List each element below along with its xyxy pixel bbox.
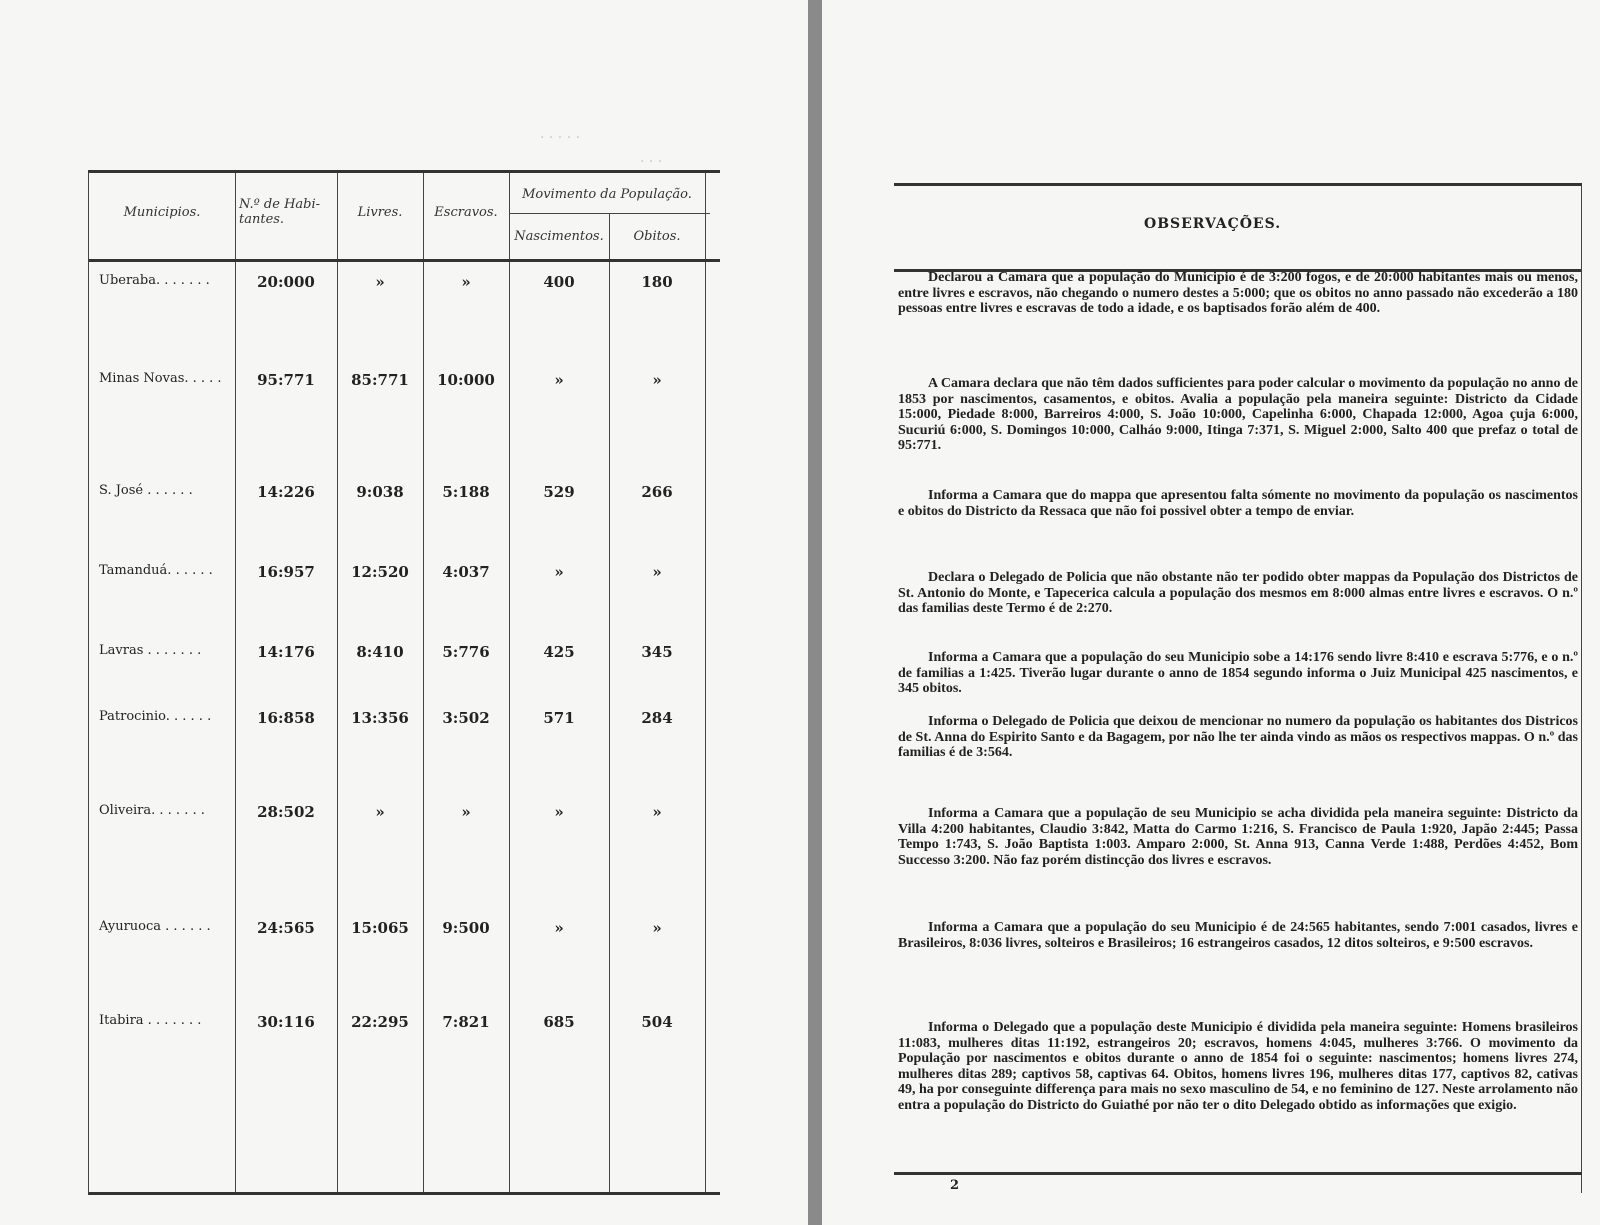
hab-cell: 95:771: [257, 371, 315, 389]
table-row: [89, 643, 720, 667]
obitos-cell: 266: [641, 483, 673, 501]
table-row: [89, 371, 720, 395]
livres-cell: 13:356: [351, 709, 409, 727]
table-row: [89, 273, 720, 297]
header-habitantes: N.º de Habi-tantes.: [239, 197, 321, 227]
escravos-cell: 3:502: [442, 709, 490, 727]
header-municipios: Municipios.: [123, 205, 201, 220]
nasc-cell: »: [554, 371, 564, 389]
obitos-cell: »: [652, 803, 662, 821]
livres-cell: 22:295: [351, 1013, 409, 1031]
livres-cell: 12:520: [351, 563, 409, 581]
table-row: [89, 1013, 720, 1037]
observation-paragraph: Informa o Delegado de Policia que deixou de mencionar no numero da população os habitantes dos Districos de St. Anna do Espirito Santo e da Bagagem, por não lhe ter ainda vindo as mãos os respectivos mappas. O n.º das familias é de 3:564.: [898, 714, 1578, 760]
hab-cell: 16:858: [257, 709, 315, 727]
obitos-cell: »: [652, 919, 662, 937]
header-movimento: Movimento da População.: [522, 187, 692, 202]
escravos-cell: »: [461, 273, 471, 291]
hab-cell: 30:116: [257, 1013, 315, 1031]
municipio-name: Uberaba. . . . . . .: [99, 273, 210, 288]
nasc-cell: 529: [543, 483, 575, 501]
escravos-cell: »: [461, 803, 471, 821]
livres-cell: 8:410: [356, 643, 404, 661]
table-row: [89, 919, 720, 943]
header-obitos: Obitos.: [633, 229, 681, 244]
right-page: [822, 0, 1600, 1225]
nasc-cell: 400: [543, 273, 575, 291]
population-table: [88, 170, 720, 1195]
observation-paragraph: Informa a Camara que do mappa que apresentou falta sómente no movimento da população os nascimentos e obitos do Districto da Ressaca que não foi possivel obter a tempo de enviar.: [898, 488, 1578, 519]
observations-title: OBSERVAÇÕES.: [1144, 216, 1282, 232]
livres-cell: »: [375, 273, 385, 291]
header-escravos: Escravos.: [434, 205, 498, 220]
livres-cell: 9:038: [356, 483, 404, 501]
municipio-name: Itabira . . . . . . .: [99, 1013, 202, 1028]
hab-cell: 24:565: [257, 919, 315, 937]
observation-paragraph: Informa a Camara que a população de seu Municipio se acha dividida pela maneira seguinte: Districto da Villa 4:200 habitantes, Claudio 3:842, Matta do Carmo 1:216, S. Francisco de Paula 1:920, Japão 2:445; Passa Tempo 1:743, S. João Baptista 1:003. Amparo 2:000, St. Anna 913, Canna Verde 1:488, Perdões 4:452, Bom Successo 3:200. Não faz porém distincção dos livres e escravos.: [898, 806, 1578, 868]
book-spine: [808, 0, 822, 1225]
nasc-cell: »: [554, 919, 564, 937]
observation-paragraph: Declara o Delegado de Policia que não obstante não ter podido obter mappas da População dos Districtos de St. Antonio do Monte, e Tapecerica calcula a população dos mesmos em 8:000 almas entre livres e escravos. O n.º das familias deste Termo é de 2:270.: [898, 570, 1578, 616]
escravos-cell: 9:500: [442, 919, 490, 937]
obitos-cell: »: [652, 371, 662, 389]
obitos-cell: 180: [641, 273, 673, 291]
municipio-name: Patrocinio. . . . . .: [99, 709, 212, 724]
municipio-name: S. José . . . . . .: [99, 483, 193, 498]
header-nascimentos: Nascimentos.: [514, 229, 604, 244]
escravos-cell: 7:821: [442, 1013, 490, 1031]
obitos-cell: 504: [641, 1013, 673, 1031]
hab-cell: 28:502: [257, 803, 315, 821]
hab-cell: 16:957: [257, 563, 315, 581]
escravos-cell: 5:188: [442, 483, 490, 501]
nasc-cell: »: [554, 803, 564, 821]
livres-cell: 85:771: [351, 371, 409, 389]
observation-paragraph: Informa a Camara que a população do seu Municipio sobe a 14:176 sendo livre 8:410 e escrava 5:776, e o n.º de familias a 1:425. Tiverão lugar durante o anno de 1854 segundo informa o Juiz Municipal 425 nascimentos, e 345 obitos.: [898, 650, 1578, 696]
obitos-cell: 284: [641, 709, 673, 727]
obitos-cell: 345: [641, 643, 673, 661]
municipio-name: Tamanduá. . . . . .: [99, 563, 213, 578]
observations-header: [894, 186, 1581, 272]
table-row: [89, 709, 720, 733]
livres-cell: »: [375, 803, 385, 821]
table-row: [89, 483, 720, 507]
municipio-name: Minas Novas. . . . .: [99, 371, 222, 386]
nasc-cell: 571: [543, 709, 575, 727]
nasc-cell: 425: [543, 643, 575, 661]
bleed-through-text: . . . . .: [540, 126, 581, 142]
observation-paragraph: A Camara declara que não têm dados sufficientes para poder calcular o movimento da população no anno de 1853 por nascimentos, casamentos, e obitos. Avalia a população pela maneira seguinte: Districto da Cidade 15:000, Piedade 8:000, Barreiros 4:000, S. João 10:000, Capelinha 6:000, Chapada 12:000, Agoa çuja 6:000, Sucuriú 6:000, S. Domingos 10:000, Calháo 9:000, Itinga 7:371, S. Miguel 2:000, Salto 400 que prefaz o total de 95:771.: [898, 376, 1578, 453]
hab-cell: 20:000: [257, 273, 315, 291]
municipio-name: Ayuruoca . . . . . .: [99, 919, 211, 934]
escravos-cell: 10:000: [437, 371, 495, 389]
observation-paragraph: Declarou a Camara que a população do Municipio é de 3:200 fogos, e de 20:000 habitantes mais ou menos, entre livres e escravos, não chegando o numero destes a 5:000; que os obitos no anno passado não excederão a 180 pessoas entre livres e escravas de todo a idade, e os baptisados forão além de 400.: [898, 270, 1578, 316]
table-row: [89, 563, 720, 587]
obitos-cell: »: [652, 563, 662, 581]
observation-paragraph: Informa a Camara que a população do seu Municipio é de 24:565 habitantes, sendo 7:001 casados, livres e Brasileiros, 8:036 livres, solteiros e Brasileiros; 16 estrangeiros casados, 12 ditos solteiros, e 9:500 escravos.: [898, 920, 1578, 951]
escravos-cell: 5:776: [442, 643, 490, 661]
escravos-cell: 4:037: [442, 563, 490, 581]
municipio-name: Oliveira. . . . . . .: [99, 803, 205, 818]
table-row: [89, 803, 720, 827]
bleed-through-text: . . .: [640, 150, 663, 166]
page-number: 2: [950, 1178, 960, 1193]
municipio-name: Lavras . . . . . . .: [99, 643, 202, 658]
hab-cell: 14:226: [257, 483, 315, 501]
nasc-cell: »: [554, 563, 564, 581]
nasc-cell: 685: [543, 1013, 575, 1031]
header-livres: Livres.: [357, 205, 403, 220]
observation-paragraph: Informa o Delegado que a população deste Municipio é dividida pela maneira seguinte: Homens brasileiros 11:083, mulheres ditas 11:192, estrangeiros 20; escravos, homens 4:045, mulheres 3:766. O movimento da População por nascimentos e obitos durante o anno de 1854 foi o seguinte: nascimentos; homens livres 274, mulheres ditas 289; captivos 58, captivas 64. Obitos, homens livres 196, mulheres ditas 177, captivos 82, cativas 49, ha por conseguinte differença para mais no sexo masculino de 54, e no feminino de 127. Neste arrolamento não entra a população do Districto do Guiathé por não ter o dito Delegado obtido as informações que exigio.: [898, 1020, 1578, 1113]
hab-cell: 14:176: [257, 643, 315, 661]
livres-cell: 15:065: [351, 919, 409, 937]
